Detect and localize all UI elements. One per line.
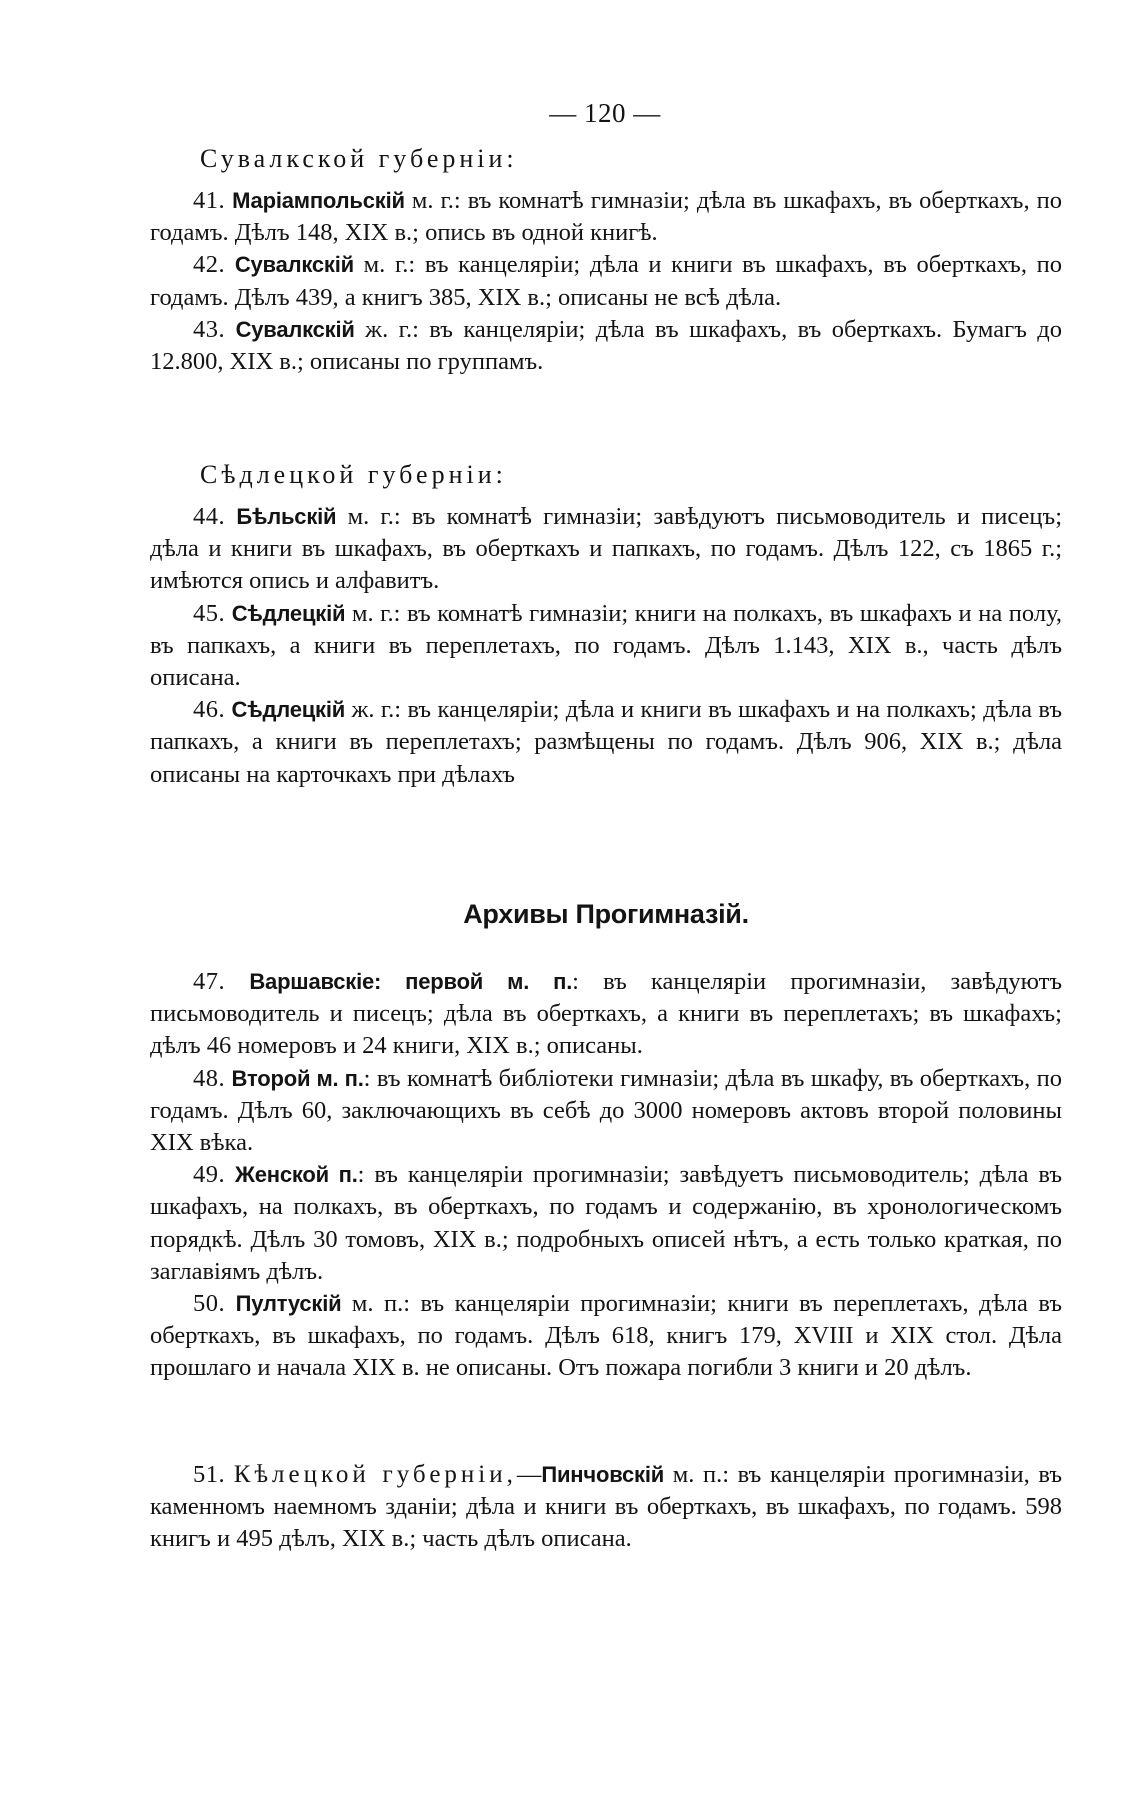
institution-name: Варшавскіе: первой м. п. — [249, 969, 573, 994]
entry-text: ж. г.: въ канцеляріи; дѣла въ шкафахъ, въ оберткахъ. Бумагъ до 12.800, XIX в.; описаны по группамъ. — [150, 315, 1063, 376]
entry-text: м. г.: въ комнатѣ гимназіи; дѣла въ шкафахъ, въ оберткахъ, по годамъ. Дѣлъ 148, XIX в.; опись въ одной книгѣ. — [150, 187, 1062, 247]
entry-number: 44. — [193, 503, 226, 530]
entry-number: 49. — [193, 1161, 226, 1189]
section-progymnasia — [150, 966, 1062, 1385]
section-siedlce — [150, 458, 1062, 791]
entry-number: 50. — [193, 1290, 226, 1318]
page-number: — 120 — — [549, 98, 661, 128]
dash: — — [516, 1461, 542, 1488]
section-heading: Сувалкской губерніи: — [200, 144, 518, 173]
entry-number: 48. — [193, 1064, 226, 1092]
entry-number: 46. — [193, 696, 226, 724]
entry-number: 45. — [193, 599, 226, 627]
institution-name: Пинчовскій — [541, 1462, 665, 1487]
entry-text: м. г.: въ комнатѣ гимназіи; завѣдуютъ письмоводитель и писецъ; дѣла и книги въ шкафахъ, въ оберткахъ и папкахъ, по годамъ. Дѣлъ 122, съ 1865 г.; имѣются опись и алфавитъ. — [150, 503, 1062, 595]
section-title-progymnasia: Архивы Прогимназій. — [463, 899, 749, 929]
entry-text: : въ канцеляріи прогимназіи; завѣдуетъ письмоводитель; дѣла въ шкафахъ, на полкахъ, въ оберткахъ, по годамъ и содержанію, въ хронологическомъ порядкѣ. Дѣлъ 30 томовъ, XIX в.; подробныхъ описей нѣтъ, а есть только краткая, по заглавіямъ дѣлъ. — [150, 1161, 1062, 1285]
entry-number: 51. — [193, 1461, 226, 1488]
entry-text: м. г.: въ канцеляріи; дѣла и книги въ шкафахъ, въ оберткахъ, по годамъ. Дѣлъ 439, а книгъ 385, XIX в.; описаны не всѣ дѣла. — [150, 251, 1062, 311]
institution-name: Сѣдлецкій — [231, 697, 346, 723]
entry-42 — [150, 249, 1062, 313]
entry-51 — [150, 1459, 1062, 1556]
entry-text: ж. г.: въ канцеляріи; дѣла и книги въ шкафахъ и на полкахъ; дѣла въ папкахъ, а книги въ переплетахъ; размѣщены по годамъ. Дѣлъ 906, XIX в.; дѣла описаны на карточкахъ при дѣлахъ — [150, 696, 1063, 788]
institution-name: Сувалкскій — [234, 252, 354, 278]
section-kielce — [150, 1459, 1062, 1556]
institution-name: Сѣдлецкій — [231, 600, 346, 626]
section-suwalki — [150, 142, 1062, 378]
governorate-name: Кѣлецкой губерніи, — [233, 1461, 517, 1488]
entry-text: м. п.: въ канцеляріи прогимназіи; книги въ переплетахъ, дѣла въ оберткахъ, въ шкафахъ, по годамъ. Дѣлъ 618, книгъ 179, XVIII и XIX стол. Дѣла прошлаго и начала XIX в. не описаны. Отъ пожара погибли 3 книги и 20 дѣлъ. — [150, 1290, 1063, 1382]
entry-44 — [150, 501, 1062, 598]
entry-number: 47. — [193, 968, 226, 995]
entry-47 — [150, 966, 1062, 1063]
institution-name: Маріампольскій — [232, 188, 405, 213]
entry-number: 43. — [193, 315, 226, 343]
entry-50 — [150, 1288, 1062, 1385]
entry-number: 42. — [193, 251, 226, 279]
section-heading: Сѣдлецкой губерніи: — [200, 460, 507, 489]
entry-43 — [150, 314, 1062, 378]
entry-text: : въ канцеляріи прогимназіи, завѣдуютъ письмоводитель и писецъ; дѣла въ оберткахъ, а книги въ переплетахъ; въ шкафахъ; дѣлъ 46 номеровъ и 24 книги, XIX в.; описаны. — [150, 968, 1063, 1060]
institution-name: Второй м. п. — [231, 1065, 364, 1091]
institution-name: Сувалкскій — [235, 316, 355, 342]
entry-41 — [150, 185, 1062, 249]
entry-46 — [150, 694, 1062, 791]
institution-name: Бѣльскій — [236, 504, 337, 529]
entry-text: м. п.: въ канцеляріи прогимназіи, въ каменномъ наемномъ зданіи; дѣла и книги въ оберткахъ, въ шкафахъ, по годамъ. 598 книгъ и 495 дѣлъ, XIX в.; часть дѣлъ описана. — [150, 1461, 1063, 1553]
entry-text: : въ комнатѣ библіотеки гимназіи; дѣла въ шкафу, въ оберткахъ, по годамъ. Дѣлъ 60, заключающихъ въ себѣ до 3000 номеровъ актовъ второй половины XIX вѣка. — [150, 1064, 1062, 1157]
entry-45 — [150, 598, 1062, 695]
entry-48 — [150, 1063, 1062, 1160]
institution-name: Пултускій — [235, 1291, 342, 1317]
institution-name: Женской п. — [235, 1162, 358, 1188]
entry-text: м. г.: въ комнатѣ гимназіи; книги на полкахъ, въ шкафахъ и на полу, въ папкахъ, а книги въ переплетахъ, по годамъ. Дѣлъ 1.143, XIX в., часть дѣлъ описана. — [150, 599, 1062, 692]
entry-49 — [150, 1159, 1062, 1288]
entry-number: 41. — [193, 187, 226, 214]
